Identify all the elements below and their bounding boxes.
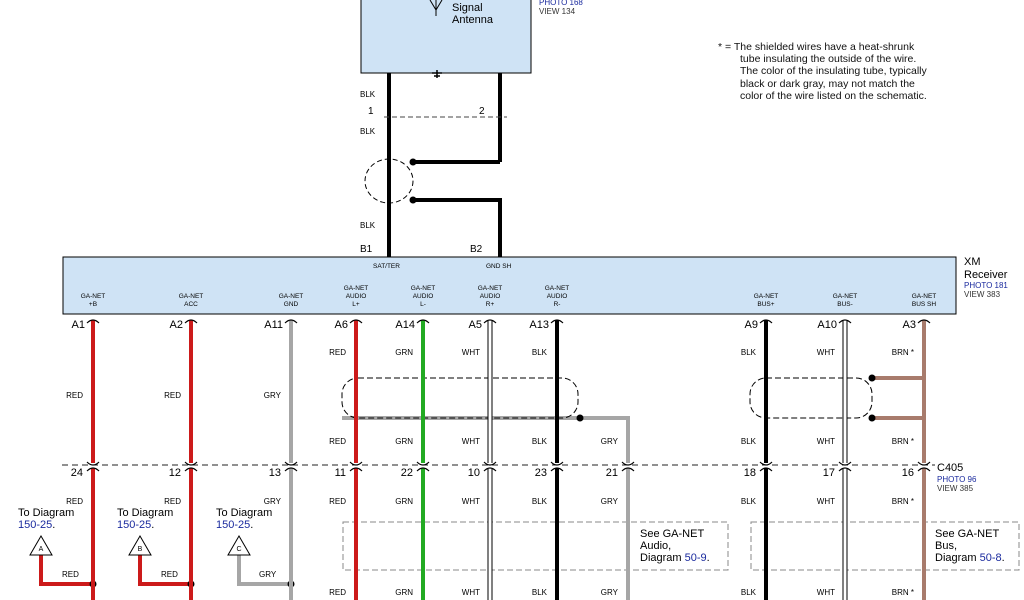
pin-label-A6-fn: L+ xyxy=(352,301,360,308)
receiver-b1-label: SAT/TER xyxy=(373,263,400,270)
pin-label-A2-fn: ACC xyxy=(184,301,198,308)
conn-pin-21: 21 xyxy=(605,467,618,479)
see-audio-line1: See GA-NET xyxy=(640,528,705,540)
wire-color-shield-drain-lower: GRY xyxy=(600,497,618,506)
wire-color-A11-2: GRY xyxy=(263,391,281,400)
pin-columns xyxy=(66,285,936,600)
conn-pin-17: 17 xyxy=(822,467,835,479)
pin-label-A10-fn: BUS- xyxy=(837,301,853,308)
ref-b-wire-color: RED xyxy=(161,570,178,579)
wire-color-A9-3: BLK xyxy=(740,437,756,446)
note-line-2: tube insulating the outside of the wire. xyxy=(740,53,917,66)
pin-label-A1-fn: +B xyxy=(88,301,98,308)
pin1-color-top: BLK xyxy=(360,90,376,99)
receiver-pin-b1: B1 xyxy=(360,244,373,255)
lower-wire-color: BLK xyxy=(360,221,376,230)
pin-label-A6-a: GA-NET xyxy=(343,285,369,292)
ref-a-line2: 150-25. xyxy=(18,519,56,531)
antenna-pin-2: 2 xyxy=(479,106,485,117)
wire-color-A11-4: GRY xyxy=(263,497,281,506)
wire-color-shield-drain: GRY xyxy=(600,437,618,446)
conn-pin-23: 23 xyxy=(534,467,547,479)
wire-color-A13-1: BLK xyxy=(531,348,547,357)
ref-a-link[interactable]: 150-25 xyxy=(18,519,53,531)
pin-label-A5-a: GA-NET xyxy=(477,285,503,292)
wire-color-A9-1: BLK xyxy=(740,348,756,357)
wire-color-A10-1: WHT xyxy=(816,348,835,357)
wire-color-A14-4: GRN xyxy=(395,497,413,506)
conn-pin-11: 11 xyxy=(334,467,346,479)
note-line-1: * = The shielded wires have a heat-shrunk xyxy=(718,41,915,53)
pin-id-A6: A6 xyxy=(334,319,348,331)
pin1-color-bottom: BLK xyxy=(360,127,376,136)
bottom-wire-color-7: BRN * xyxy=(891,588,914,597)
wire-color-A3-4: BRN * xyxy=(891,497,914,506)
pin-label-A2-a: GA-NET xyxy=(178,293,204,300)
ref-c-line1: To Diagram xyxy=(216,507,273,519)
wire-color-A1-2: RED xyxy=(66,391,83,400)
ref-b-line1: To Diagram xyxy=(117,507,174,519)
receiver-photo-link[interactable]: PHOTO 181 xyxy=(964,281,1008,290)
pin-id-A11: A11 xyxy=(264,319,283,331)
note-line-3: The color of the insulating tube, typically xyxy=(740,65,927,78)
conn-pin-16: 16 xyxy=(901,467,914,479)
pin-id-A10: A10 xyxy=(817,319,837,331)
antenna-pin-1: 1 xyxy=(368,106,374,117)
conn-pin-13: 13 xyxy=(268,467,281,479)
pin-label-A5-b: AUDIO xyxy=(479,293,501,300)
conn-pin-22: 22 xyxy=(400,467,413,479)
receiver-view-label: VIEW 383 xyxy=(964,290,1001,299)
pin-label-A3-fn: BUS SH xyxy=(911,301,937,308)
bottom-wire-color-0: RED xyxy=(329,588,346,597)
bottom-wire-color-1: GRN xyxy=(395,588,413,597)
ref-a-wire-color: RED xyxy=(62,570,79,579)
ref-a-line1: To Diagram xyxy=(18,507,75,519)
pin-label-A13-a: GA-NET xyxy=(544,285,570,292)
xm-receiver xyxy=(63,256,1008,314)
antenna-label-1: Signal xyxy=(452,2,483,14)
pin-label-A9-a: GA-NET xyxy=(753,293,779,300)
shielded-wire-note xyxy=(718,41,1018,102)
pin-label-A1-a: GA-NET xyxy=(80,293,106,300)
wire-color-A3-1: BRN * xyxy=(891,348,914,357)
conn-pin-18: 18 xyxy=(743,467,756,479)
pin-id-A14: A14 xyxy=(395,319,415,331)
wire-color-A14-1: GRN xyxy=(395,348,413,357)
pin-label-A14-a: GA-NET xyxy=(410,285,436,292)
wire-color-A3-3: BRN * xyxy=(891,437,914,446)
bottom-wire-color-2: WHT xyxy=(461,588,480,597)
pin-label-A5-fn: R+ xyxy=(485,301,495,308)
pin-label-A14-b: AUDIO xyxy=(412,293,434,300)
wire-color-A9-4: BLK xyxy=(740,497,756,506)
pin-label-A14-fn: L- xyxy=(420,301,426,308)
bottom-wire-color-6: WHT xyxy=(816,588,835,597)
wire-color-A5-1: WHT xyxy=(461,348,480,357)
wire-color-A13-4: BLK xyxy=(531,497,547,506)
wire-color-A2-4: RED xyxy=(164,497,181,506)
shield-groups xyxy=(342,320,924,463)
conn-pin-12: 12 xyxy=(168,467,181,479)
receiver-b2-label: GND SH xyxy=(486,263,512,270)
bottom-wire-color-3: BLK xyxy=(531,588,547,597)
antenna-wires xyxy=(360,73,507,258)
ref-b-link[interactable]: 150-25 xyxy=(117,519,152,531)
bottom-wire-color-5: BLK xyxy=(740,588,756,597)
ref-b-letter: B xyxy=(137,546,143,553)
connector-name: C405 xyxy=(937,462,964,474)
antenna-box xyxy=(361,0,531,73)
see-bus-line2: Bus, xyxy=(935,540,958,552)
wire-color-A6-4: RED xyxy=(329,497,346,506)
conn-pin-24: 24 xyxy=(70,467,83,479)
conn-pin-10: 10 xyxy=(467,467,480,479)
wire-color-A10-3: WHT xyxy=(816,437,835,446)
pin-label-A9-fn: BUS+ xyxy=(757,301,775,308)
wire-color-A6-1: RED xyxy=(329,348,346,357)
connector-view-label: VIEW 385 xyxy=(937,484,974,493)
wire-color-A2-2: RED xyxy=(164,391,181,400)
pin-label-A13-fn: R- xyxy=(553,301,561,308)
see-bus-line3: Diagram 50-8. xyxy=(935,552,1005,564)
antenna-view-label: VIEW 134 xyxy=(539,7,576,16)
ref-b-line2: 150-25. xyxy=(117,519,155,531)
pin-label-A13-b: AUDIO xyxy=(546,293,568,300)
ref-a-letter: A xyxy=(38,546,44,553)
pin-label-A11-a: GA-NET xyxy=(278,293,304,300)
see-audio-line3: Diagram 50-9. xyxy=(640,552,710,564)
antenna-label-2: Antenna xyxy=(452,14,493,26)
ref-c-letter: C xyxy=(236,546,242,553)
receiver-name-1: XM xyxy=(964,256,981,268)
wire-color-A13-3: BLK xyxy=(531,437,547,446)
note-line-5: color of the wire listed on the schematic. xyxy=(740,89,927,102)
see-audio-line2: Audio, xyxy=(640,540,672,552)
wire-color-A10-4: WHT xyxy=(816,497,835,506)
bottom-wire-color-4: GRY xyxy=(600,588,618,597)
pin-id-A3: A3 xyxy=(902,319,916,331)
pin-label-A3-a: GA-NET xyxy=(911,293,937,300)
see-bus-link[interactable]: 50-8 xyxy=(979,552,1002,564)
receiver-pin-b2: B2 xyxy=(470,244,483,255)
pin-label-A6-b: AUDIO xyxy=(345,293,367,300)
see-audio-link[interactable]: 50-9 xyxy=(684,552,707,564)
pin-id-A2: A2 xyxy=(169,319,183,331)
ref-c-link[interactable]: 150-25 xyxy=(216,519,251,531)
pin-id-A9: A9 xyxy=(744,319,758,331)
pin-label-A10-a: GA-NET xyxy=(832,293,858,300)
see-bus-line1: See GA-NET xyxy=(935,528,1000,540)
pin-id-A13: A13 xyxy=(529,319,549,331)
connector-photo-link[interactable]: PHOTO 96 xyxy=(937,475,977,484)
wire-color-A14-3: GRN xyxy=(395,437,413,446)
wire-color-A1-4: RED xyxy=(66,497,83,506)
antenna-photo-link[interactable]: PHOTO 168 xyxy=(539,0,583,7)
offpage-refs xyxy=(18,507,295,588)
note-line-4: black or dark gray, may not match the xyxy=(740,77,915,90)
signal-antenna xyxy=(361,0,583,78)
receiver-name-2: Receiver xyxy=(964,269,1008,281)
ref-c-line2: 150-25. xyxy=(216,519,254,531)
wire-color-A5-4: WHT xyxy=(461,497,480,506)
wire-color-A5-3: WHT xyxy=(461,437,480,446)
wire-color-A6-3: RED xyxy=(329,437,346,446)
pin-label-A11-fn: GND xyxy=(283,301,299,308)
pin-id-A5: A5 xyxy=(468,319,482,331)
ref-c-wire-color: GRY xyxy=(259,570,277,579)
pin-id-A1: A1 xyxy=(71,319,85,331)
